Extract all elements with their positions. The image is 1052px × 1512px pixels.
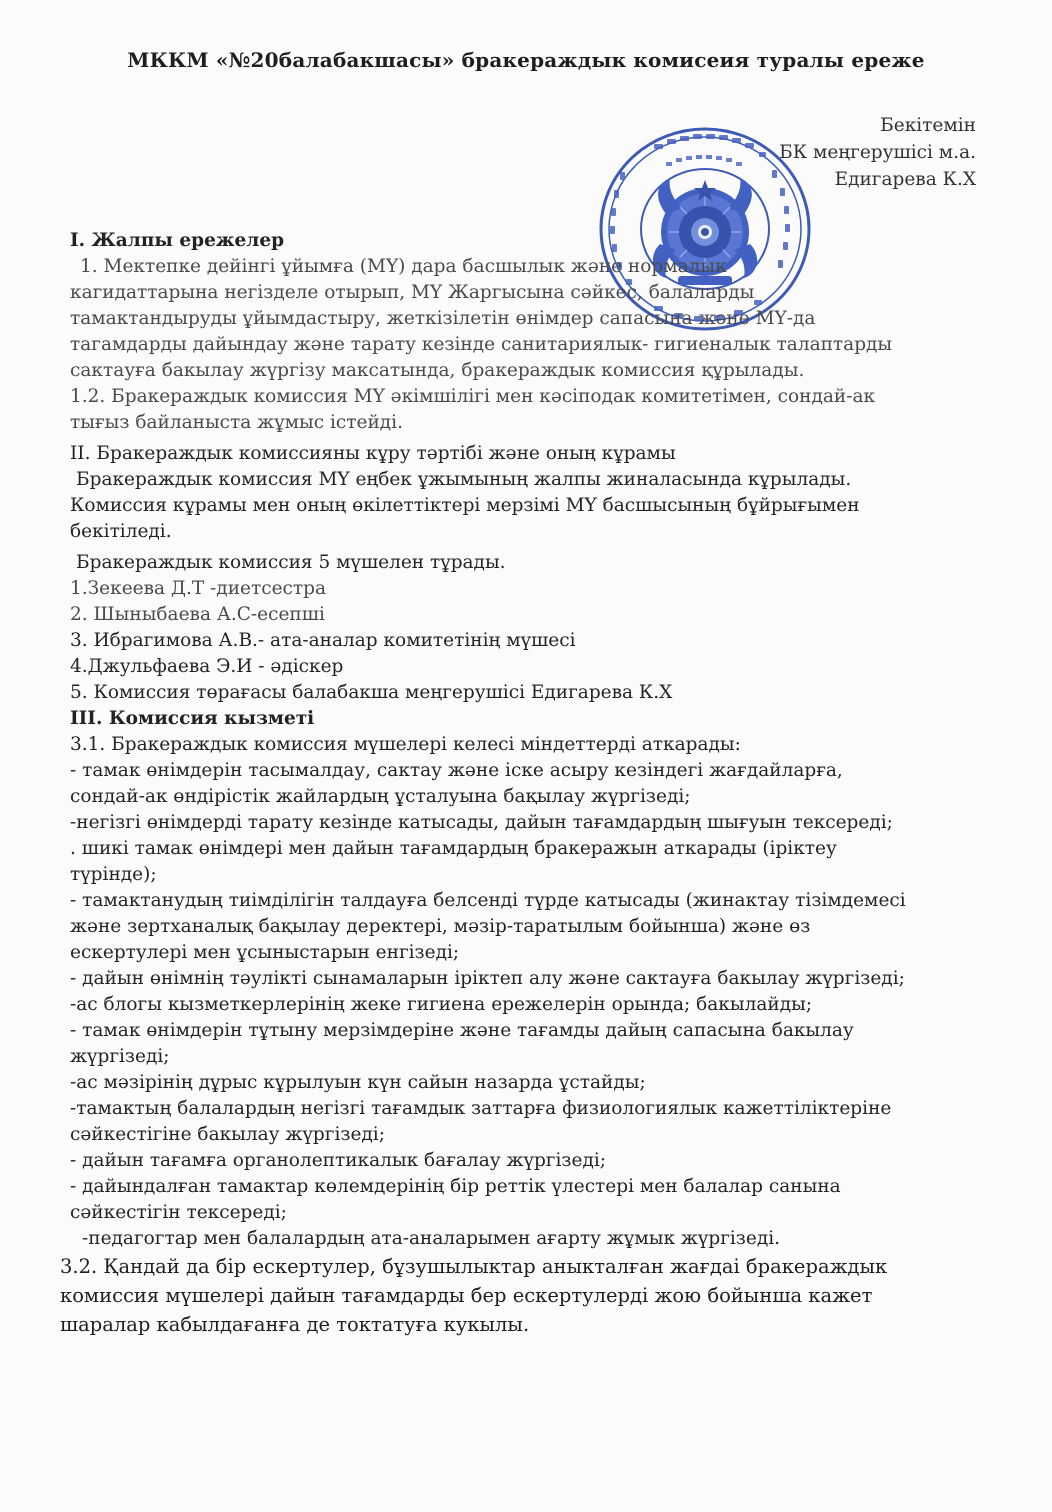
section-heading: I. Жалпы ережелер xyxy=(70,230,285,251)
duty-line: - тамак өнімдерін тұтыну мерзімдеріне және тағамды дайың сапасына бакылау xyxy=(70,1020,854,1041)
duty-line: -тамактың балалардың негізгі тағамдык заттарға физиологиялык кажеттіліктеріне xyxy=(70,1098,892,1119)
document-title: МККМ «№20балабакшасы» бракераждык комисеия туралы ереже xyxy=(127,48,925,72)
section-heading: III. Комиссия кызметі xyxy=(70,708,315,729)
document-body xyxy=(60,228,990,1339)
duty-line: және зертханалық бақылау деректері, мәзір-таратылым бойынша) және өз xyxy=(70,916,811,937)
duty-line: -ас мәзірінің дұрыс кұрылуын күн сайын назарда ұстайды; xyxy=(70,1072,646,1093)
duty-line: - дайын тағамға органолептикалык бағалау жүргізеді; xyxy=(70,1150,606,1171)
duty-line: -ас блогы кызметкерлерінің жеке гигиена ережелерін орында; бакылайды; xyxy=(70,994,813,1015)
paragraph-line: 1.2. Бракераждык комиссия МҮ әкімшілігі мен кәсіподак комитетімен, сондай-ак xyxy=(70,386,876,407)
duty-line: ескертулері мен ұсыныстарын енгізеді; xyxy=(70,942,460,963)
duty-line: - дайын өнімнің тәуліктi сынамаларын іріктеп алу және сактауға бакылау жүргізеді; xyxy=(70,968,905,989)
paragraph-line: 1. Мектепке дейінгі ұйымға (МҮ) дара басшылык және нормалык xyxy=(80,256,727,277)
section-heading: II. Бракераждык комиссияны кұру тәртібі және оның кұрамы xyxy=(70,443,676,464)
paragraph-line: шаралар кабылдағанға де токтатуға кукылы. xyxy=(60,1313,530,1336)
paragraph-line: Комиссия кұрамы мен оның өкілеттіктері мерзімі МҮ басшысының бұйрығымен xyxy=(70,495,860,516)
duty-line: -педагогтар мен балалардың ата-аналарымен ағарту жұмык жүргізеді. xyxy=(82,1228,781,1249)
duty-line: . шикі тамак өнімдері мен дайын тағамдардың бракеражын аткарады (іріктеу xyxy=(70,838,837,859)
paragraph-line: комиссия мүшелері дайын тағамдарды бер ескертулерді жою бойынша кажет xyxy=(60,1284,873,1307)
paragraph-line: тамактандыруды ұйымдастыру, жеткізілетін өнімдер сапасына және МҮ-да xyxy=(70,308,816,329)
paragraph-line: Бракераждык комиссия 5 мүшелен тұрады. xyxy=(76,552,506,573)
duty-line: -негізгі өнімдерді тарату кезінде катысады, дайын тағамдардың шығуын тексереді; xyxy=(70,812,893,833)
duty-line: сәйкестігін тексереді; xyxy=(70,1202,287,1223)
member-line: 1.Зекеева Д.Т -диетсестра xyxy=(70,578,326,599)
duty-line: түрінде); xyxy=(70,864,157,885)
duty-line: - тамак өнімдерін тасымалдау, сактау және іске асыру кезіндегі жағдайларға, xyxy=(70,760,843,781)
duty-line: сәйкестігіне бакылау жүргізеді; xyxy=(70,1124,385,1145)
duty-line: жүргізеді; xyxy=(70,1046,170,1067)
approval-position: БК меңгерушісі м.а. xyxy=(779,142,976,163)
duty-line: сондай-ак өндірістік жайлардың ұсталуына бақылау жүргізеді; xyxy=(70,786,691,807)
paragraph-line: бекітіледі. xyxy=(70,521,172,542)
duty-line: - тамактанудың тиімділігін талдауға белсенді түрде катысады (жинактау тізімдемесі xyxy=(70,890,906,911)
member-line: 4.Джульфаева Э.И - әдіскер xyxy=(70,656,344,677)
member-line: 2. Шыныбаева А.С-есепші xyxy=(70,604,325,625)
paragraph-line: сактауға бакылау жүргізу максатында, бракераждык комиссия құрылады. xyxy=(70,360,805,381)
paragraph-line: 3.2. Қандай да бір ескертулер, бұзушылыктар аныкталған жағдаі бракераждык xyxy=(60,1255,888,1278)
paragraph-line: кагидаттарына негізделе отырып, МҮ Жаргысына сәйкес, балаларды xyxy=(70,282,755,303)
approval-signatory: Едигарева К.Х xyxy=(834,169,976,190)
paragraph-line: тагамдарды дайындау және тарату кезінде санитариялык- гигиеналык талаптарды xyxy=(70,334,893,355)
approval-line: Бекітемін xyxy=(880,115,976,136)
member-line: 3. Ибрагимова А.В.- ата-аналар комитетінің мүшесі xyxy=(70,630,576,651)
paragraph-line: тығыз байланыста жұмыс істейді. xyxy=(70,412,403,433)
approval-block xyxy=(779,112,976,193)
paragraph-line: 3.1. Бракераждык комиссия мүшелері келесі міндеттерді аткарады: xyxy=(70,734,741,755)
duty-line: - дайындалған тамактар көлемдерінің бір реттік үлестері мен балалар санына xyxy=(70,1176,841,1197)
member-line: 5. Комиссия төрағасы балабакша меңгерушісі Едигарева К.Х xyxy=(70,682,673,703)
paragraph-line: Бракераждык комиссия МҮ еңбек ұжымының жалпы жиналасында кұрылады. xyxy=(76,469,852,490)
